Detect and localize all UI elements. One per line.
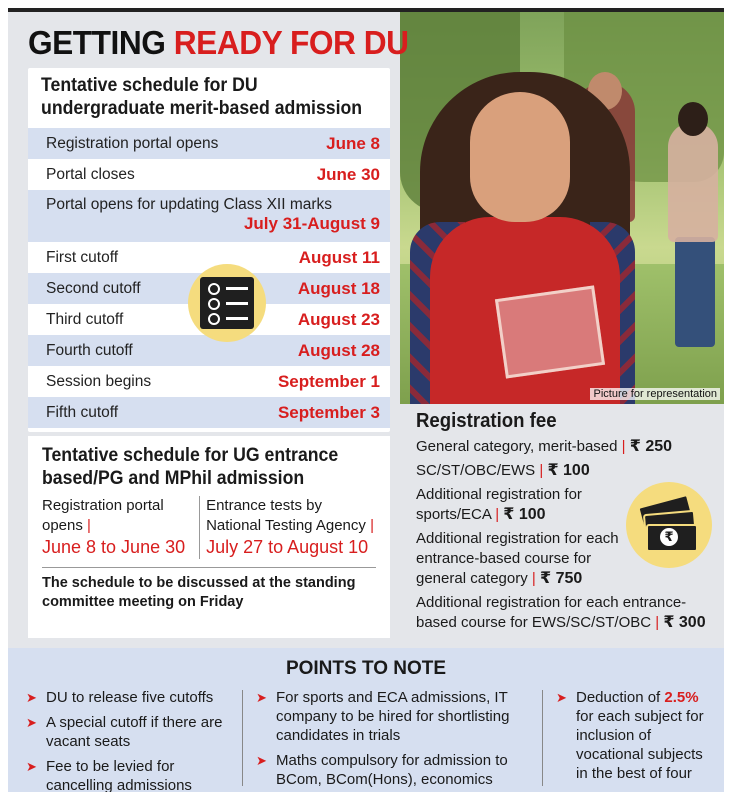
schedule-row: Portal closes June 30 — [46, 164, 380, 184]
list-item: ➤ DU to release five cutoffs — [26, 688, 236, 707]
pg-schedule-box — [28, 436, 390, 638]
checklist-icon — [188, 264, 266, 342]
pg-schedule-heading: Tentative schedule for UG entrance based/PG and MPhil admission — [42, 445, 339, 489]
list-item: ➤ Deduction of 2.5% for each subject for inclusion of vocational subjects in the best of four — [556, 688, 716, 783]
schedule-row: Registration portal opens June 8 — [28, 128, 390, 159]
schedule-row: Third cutoff August 23 — [46, 309, 380, 329]
list-item: ➤ For sports and ECA admissions, IT company to be hired for shortlisting candidates in trials — [256, 688, 536, 745]
points-column-1 — [26, 688, 236, 792]
fee-item: SC/ST/OBC/EWS | ₹ 100 — [416, 462, 590, 479]
ug-schedule-table — [28, 68, 390, 432]
infographic — [8, 8, 724, 792]
student-photo — [400, 12, 724, 404]
points-column-3 — [556, 688, 716, 789]
photo-caption: Picture for representation — [590, 388, 720, 400]
schedule-row: Portal opens for updating Class XII marks July 31-August 9 — [28, 190, 390, 242]
ug-schedule-heading: Tentative schedule for DU undergraduate merit-based admission — [41, 75, 363, 119]
registration-fee-section — [408, 404, 724, 642]
registration-column: Registration portal opens | June 8 to June 30 — [42, 497, 186, 557]
fee-heading: Registration fee — [416, 410, 557, 432]
fee-item: Additional registration for sports/ECA | ₹ 100 — [416, 486, 582, 523]
page-title — [28, 24, 409, 62]
fee-item: General category, merit-based | ₹ 250 — [416, 438, 673, 455]
schedule-row: Fourth cutoff August 28 — [28, 335, 390, 366]
schedule-note: The schedule to be discussed at the standing committee meeting on Friday — [42, 567, 376, 612]
schedule-row: Fifth cutoff September 3 — [28, 397, 390, 428]
money-icon: ₹ — [626, 482, 712, 568]
schedule-row: Second cutoff August 18 — [28, 273, 390, 304]
list-item: ➤ Fee to be levied for cancelling admissions — [26, 757, 236, 792]
list-item: ➤ A special cutoff if there are vacant seats — [26, 713, 236, 751]
fee-item: Additional registration for each entrance-based course for EWS/SC/ST/OBC | ₹ 300 — [416, 594, 706, 631]
entrance-test-column: Entrance tests by National Testing Agency | July 27 to August 10 — [199, 496, 376, 559]
title-part1: GETTING — [28, 24, 166, 61]
points-heading: POINTS TO NOTE — [285, 658, 447, 679]
points-to-note — [8, 648, 724, 792]
fee-item: Additional registration for each entrance-based course for general category | ₹ 750 — [416, 530, 619, 587]
list-item: ➤ Maths compulsory for admission to BCom, BCom(Hons), economics — [256, 751, 536, 789]
points-column-2 — [256, 688, 536, 792]
schedule-row: Session begins September 1 — [46, 371, 380, 391]
title-part2: READY FOR DU — [173, 24, 409, 61]
schedule-row: First cutoff August 11 — [46, 247, 380, 267]
